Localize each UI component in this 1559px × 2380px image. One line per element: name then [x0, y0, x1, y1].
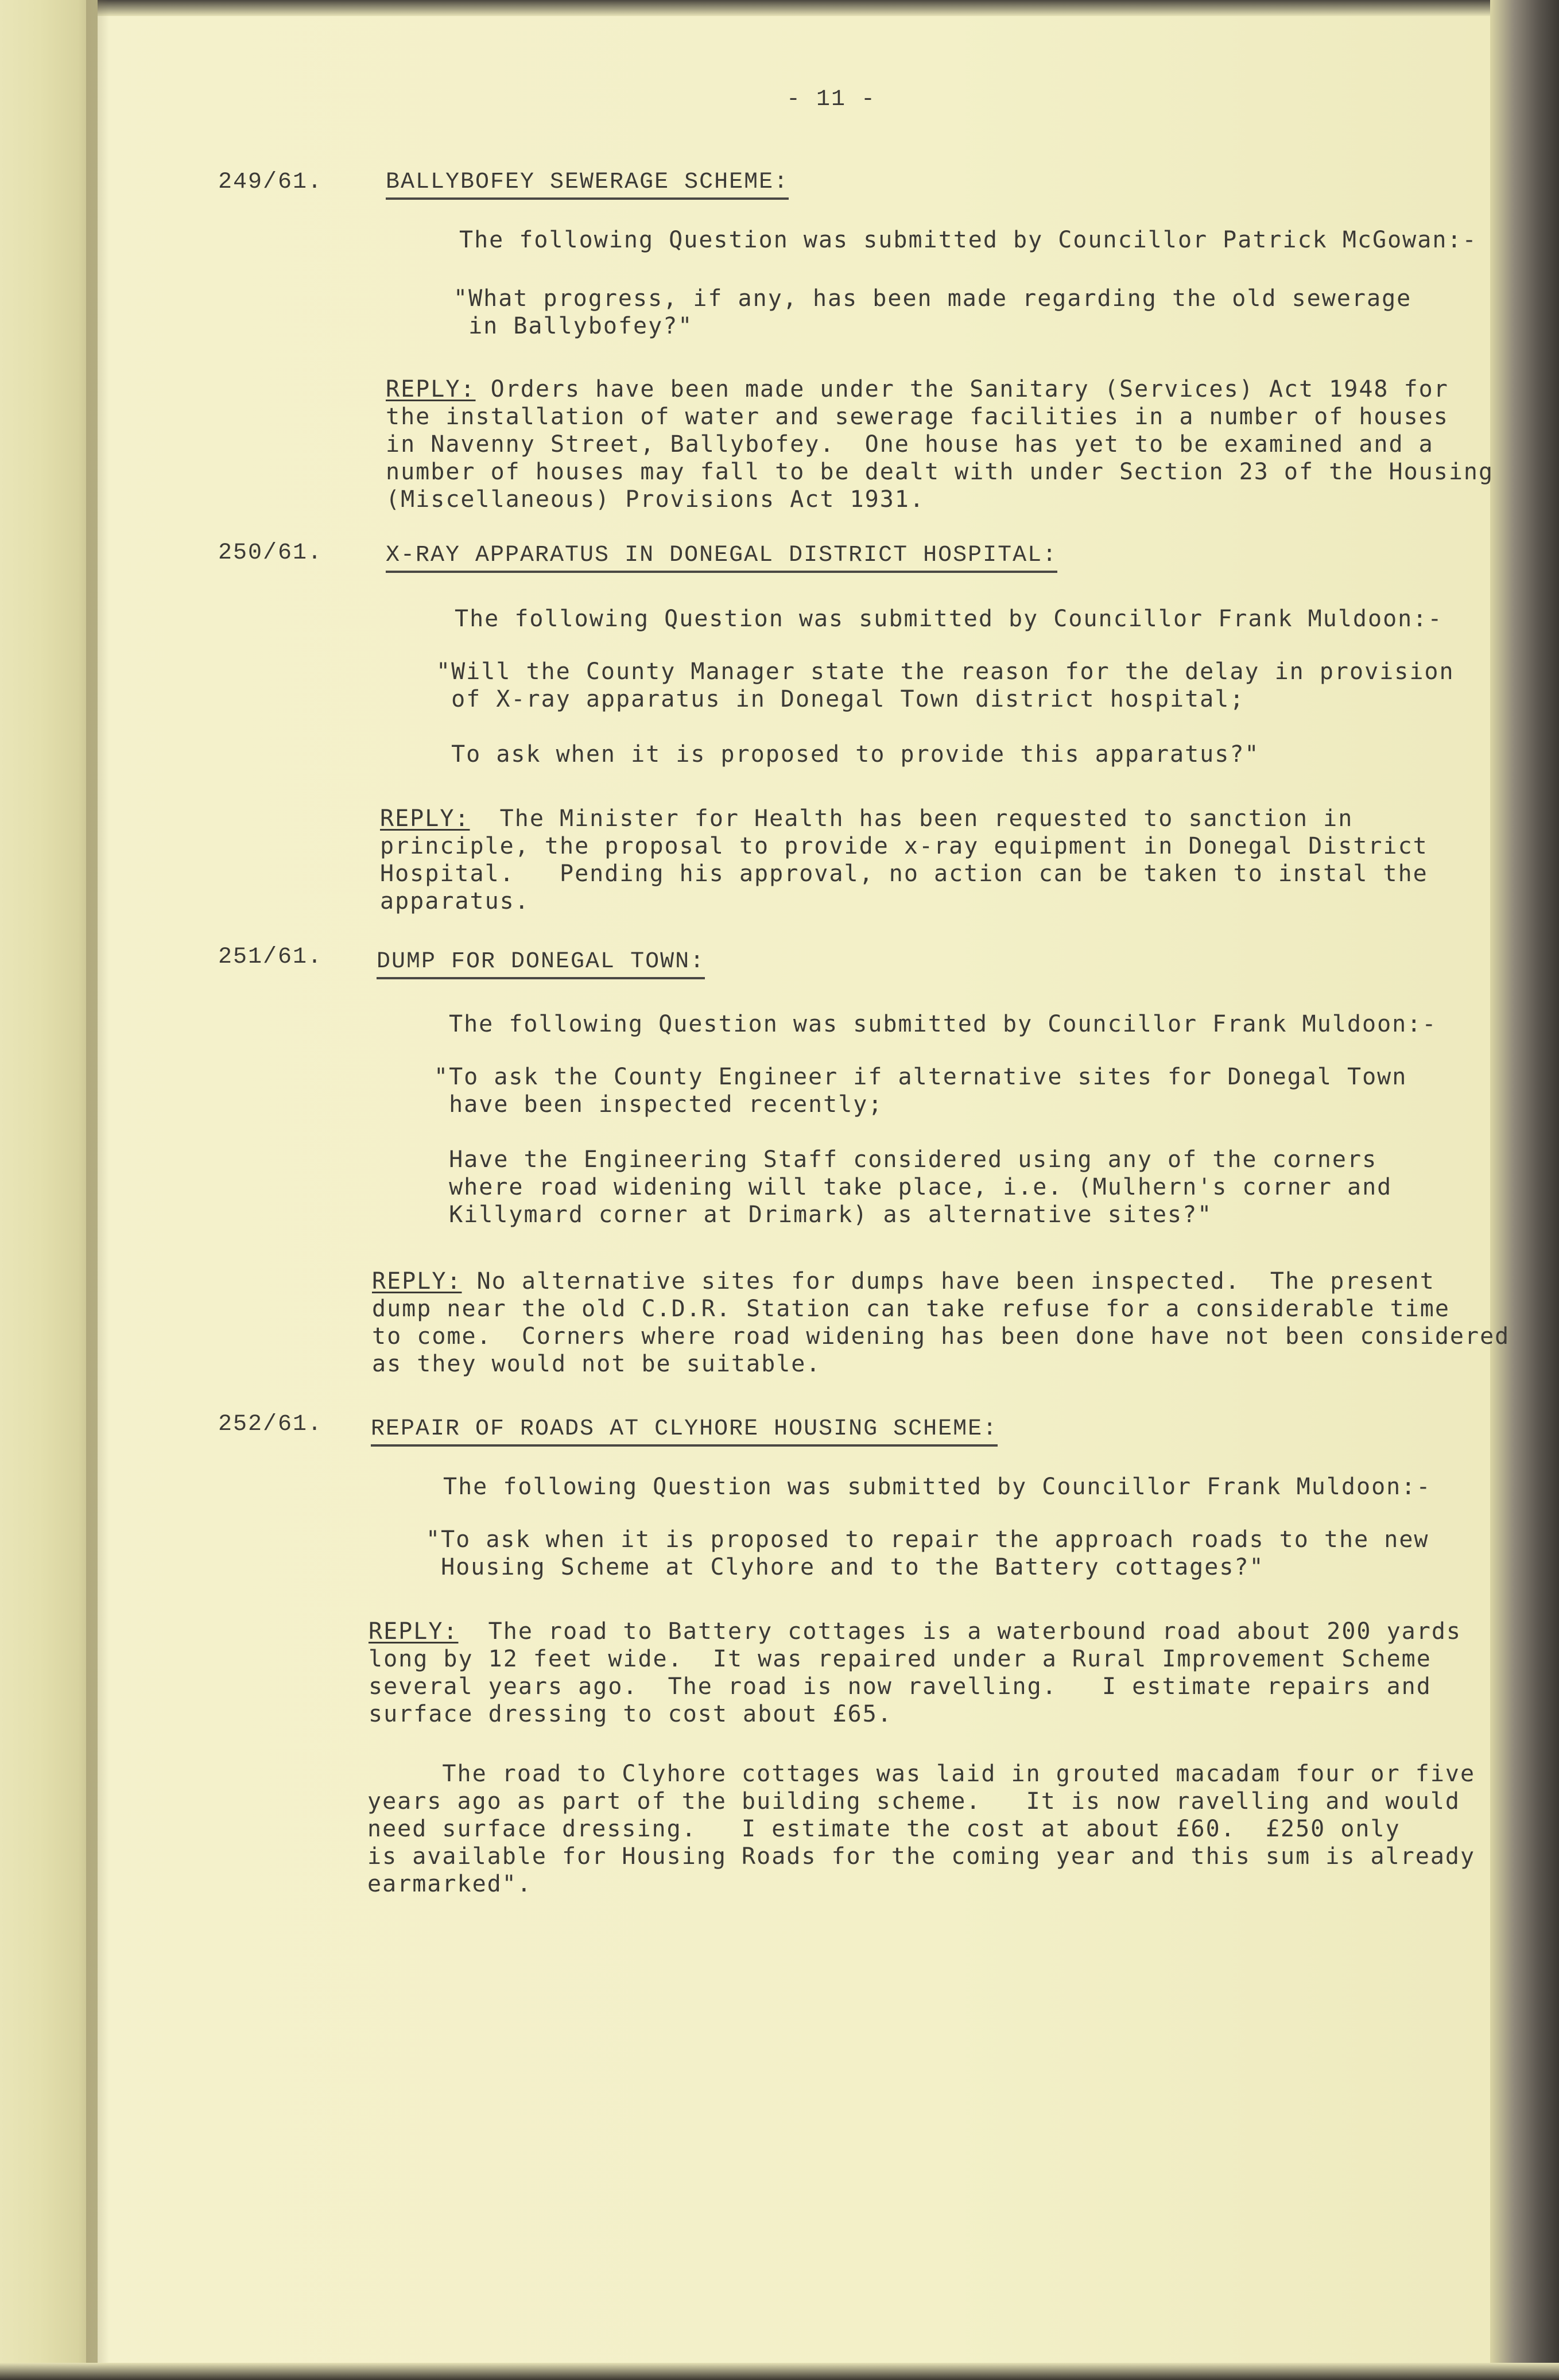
page-right-edge	[1490, 0, 1559, 2380]
binding-edge	[0, 0, 98, 2380]
reply-text: No alternative sites for dumps have been inspected. The present dump near the old C.D.R. Station can take refuse for a considerable time to come. Corners where road widening has been done have not been considered as they would not be suitable.	[372, 1268, 1510, 1377]
reply-block	[380, 805, 1428, 915]
item-heading: DUMP FOR DONEGAL TOWN:	[377, 948, 705, 979]
item-number: 251/61.	[218, 944, 323, 970]
reply-label: REPLY:	[380, 805, 470, 832]
item-heading: REPAIR OF ROADS AT CLYHORE HOUSING SCHEME:	[371, 1416, 998, 1447]
item-number: 249/61.	[218, 169, 323, 195]
reply-text: The road to Battery cottages is a waterbound road about 200 yards long by 12 feet wide. It was repaired under a Rural Improvement Scheme several years ago. The road is now ravelling. I estimate repairs and surface dressing to cost about £65.	[369, 1618, 1461, 1727]
page-bottom-edge	[0, 2363, 1559, 2380]
item-number: 252/61.	[218, 1412, 323, 1437]
reply-block	[386, 375, 1494, 513]
question-text: "To ask when it is proposed to repair the approach roads to the new Housing Scheme at Clyhore and to the Battery cottages?"	[426, 1526, 1429, 1580]
reply-label: REPLY:	[386, 376, 476, 402]
question-text: "What progress, if any, has been made regarding the old sewerage in Ballybofey?"	[453, 285, 1412, 339]
reply-label: REPLY:	[372, 1268, 462, 1294]
question-intro: The following Question was submitted by Councillor Frank Muldoon:-	[443, 1474, 1432, 1500]
item-heading: BALLYBOFEY SEWERAGE SCHEME:	[386, 169, 789, 200]
question-intro: The following Question was submitted by Councillor Patrick McGowan:-	[459, 227, 1477, 253]
reply-block	[369, 1618, 1461, 1728]
item-number: 250/61.	[218, 540, 323, 566]
reply-text: The Minister for Health has been requested to sanction in principle, the proposal to provide x-ray equipment in Donegal District Hospital. Pending his approval, no action can be taken to instal the apparatus.	[380, 805, 1428, 914]
gutter-shadow	[86, 0, 109, 2380]
page-top-edge	[0, 0, 1559, 16]
item-heading: X-RAY APPARATUS IN DONEGAL DISTRICT HOSPITAL:	[386, 542, 1057, 573]
question-text: "To ask the County Engineer if alternative sites for Donegal Town have been inspected recently; Have the Engineering Staff considered using any of the corners where road widening will take place, i.e. (Mulhern's corner and Killymard corner at Drimark) as alternative sites?"	[434, 1064, 1407, 1228]
page-number: - 11 -	[786, 87, 877, 113]
question-intro: The following Question was submitted by Councillor Frank Muldoon:-	[449, 1011, 1437, 1037]
question-intro: The following Question was submitted by Councillor Frank Muldoon:-	[455, 606, 1443, 632]
reply-text: Orders have been made under the Sanitary (Services) Act 1948 for the installation of water and sewerage facilities in a number of houses in Navenny Street, Ballybofey. One house has yet to be examined and a number of houses may fall to be dealt with under Section 23 of the Housing (Miscellaneous) Provisions Act 1931.	[386, 376, 1494, 513]
reply-continuation: The road to Clyhore cottages was laid in grouted macadam four or five years ago as part of the building scheme. It is now ravelling and would need surface dressing. I estimate the cost at about £60. £250 only is available for Housing Roads for the coming year and this sum is already earmarked".	[367, 1761, 1476, 1897]
reply-label: REPLY:	[369, 1618, 459, 1645]
reply-block	[372, 1267, 1510, 1378]
question-text: "Will the County Manager state the reason for the delay in provision of X-ray apparatus in Donegal Town district hospital; To ask when it is proposed to provide this apparatus?"	[436, 658, 1455, 768]
